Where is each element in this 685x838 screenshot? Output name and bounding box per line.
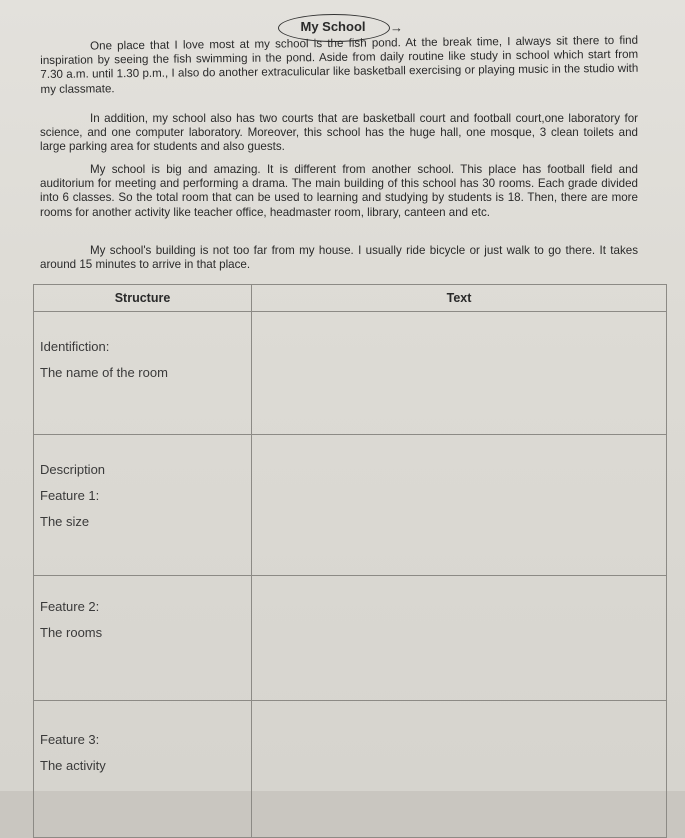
paragraph-1: One place that I love most at my school is the fish pond. At the break time, I always sit there to find inspiration by seeing the fish swimming in the pond. Aside from daily routine like study in school which start from 7.30 a.m. until 1.30 p.m., I also do another extraculicular like basketball exercising or playing music in the studio with my classmate. bbox=[40, 33, 639, 96]
table-row bbox=[34, 576, 667, 701]
feature-3-label: Feature 3: bbox=[40, 732, 100, 747]
table-header-row bbox=[34, 285, 667, 312]
text-cell-feature-3[interactable] bbox=[252, 701, 667, 838]
structure-table bbox=[33, 284, 667, 838]
page-title: My School bbox=[300, 19, 366, 34]
structure-cell-identification bbox=[34, 312, 252, 435]
paragraph-3: My school is big and amazing. It is different from another school. This place has football field and auditorium for meeting and performing a drama. The main building of this school has 30 rooms. Each grade divided into 6 classes. So the total room that can be used to learning and studying by students is 18. Then, there are more rooms for another activity like teacher office, headmaster room, library, canteen and etc. bbox=[40, 163, 638, 219]
identification-label: Identifiction: bbox=[40, 339, 110, 354]
text-cell-feature-2[interactable] bbox=[252, 576, 667, 701]
header-text: Text bbox=[252, 285, 667, 312]
description-label: Description bbox=[40, 462, 106, 477]
paragraph-2: In addition, my school also has two courts that are basketball court and football court,one laboratory for science, and one computer laboratory. Moreover, this school has the huge hall, one mosque, 3 clean toilets and large parking area for students and also guests. bbox=[40, 112, 638, 154]
structure-cell-feature-2 bbox=[34, 576, 252, 701]
table-row bbox=[34, 701, 667, 838]
text-cell-identification[interactable] bbox=[252, 312, 667, 435]
arrow-mark: → bbox=[390, 20, 403, 35]
size-label: The size bbox=[40, 514, 90, 529]
structure-cell-description bbox=[34, 435, 252, 576]
activity-label: The activity bbox=[40, 758, 106, 773]
header-structure: Structure bbox=[34, 285, 252, 312]
text-cell-description[interactable] bbox=[252, 435, 667, 576]
feature-1-label: Feature 1: bbox=[40, 488, 100, 503]
table-row bbox=[34, 312, 667, 435]
paragraph-4: My school's building is not too far from my house. I usually ride bicycle or just walk to go there. It takes around 15 minutes to arrive in that place. bbox=[40, 244, 638, 272]
room-name-label: The name of the room bbox=[40, 365, 168, 380]
structure-cell-feature-3 bbox=[34, 701, 252, 838]
table-row bbox=[34, 435, 667, 576]
feature-2-label: Feature 2: bbox=[40, 599, 100, 614]
rooms-label: The rooms bbox=[40, 625, 103, 640]
